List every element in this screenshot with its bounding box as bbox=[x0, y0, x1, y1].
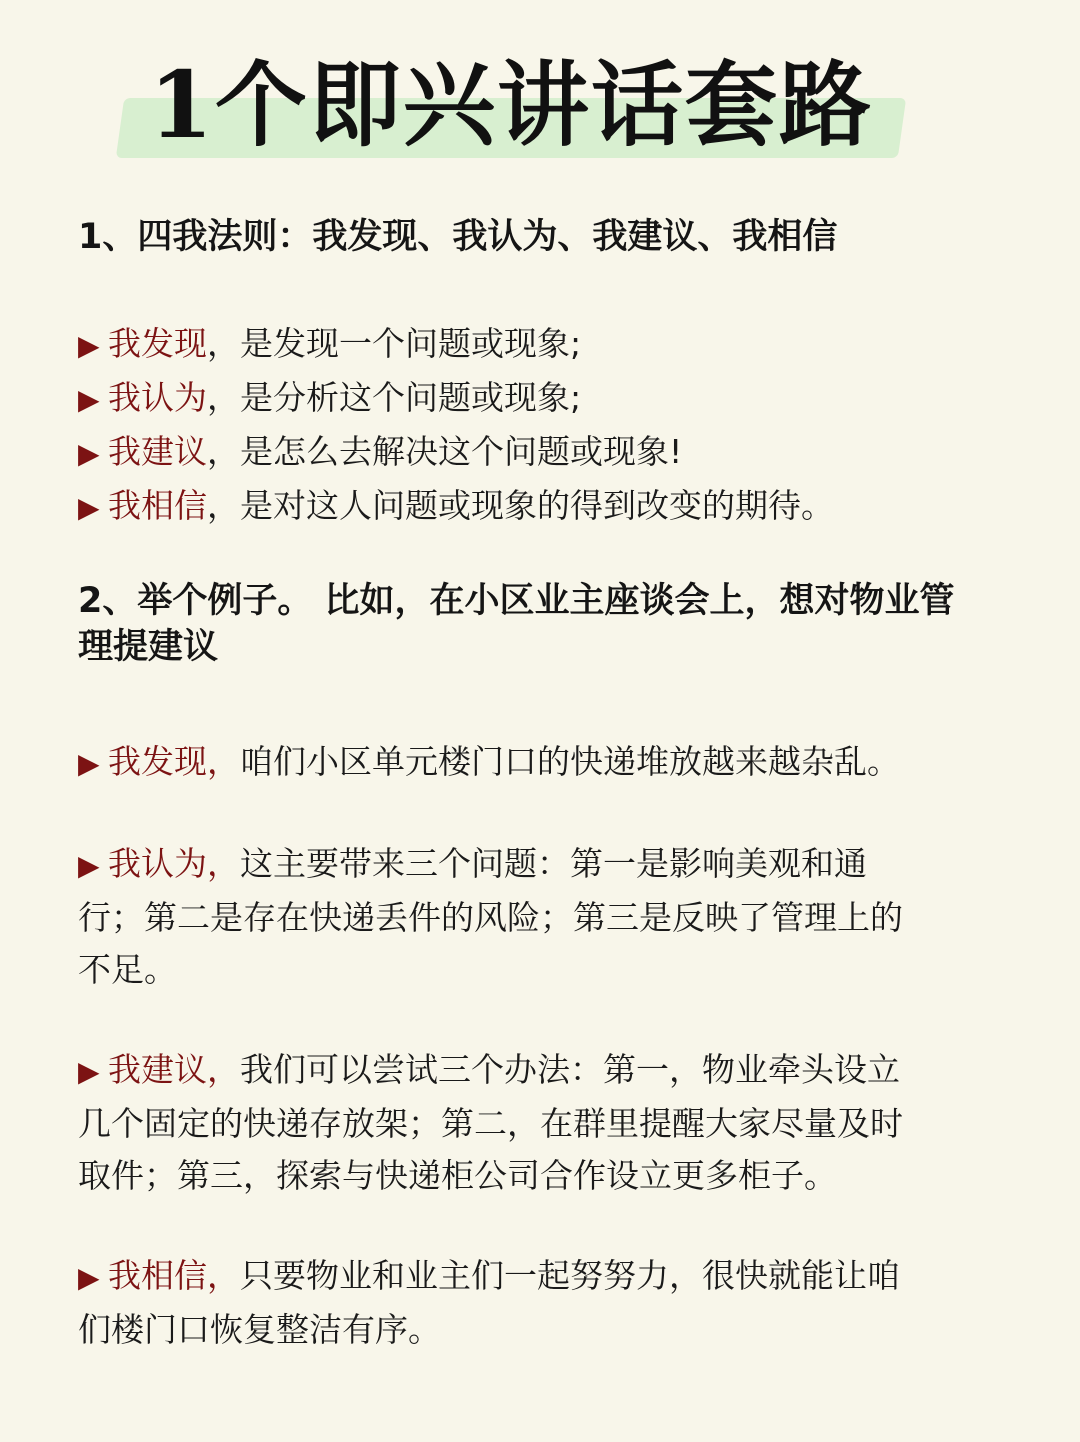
example-line bbox=[78, 1044, 1008, 1098]
example-line: 不足。 bbox=[78, 950, 177, 989]
example-item-discover bbox=[78, 736, 1008, 790]
example-line bbox=[78, 838, 1008, 892]
section2-heading-line1: 2、举个例子。 比如，在小区业主座谈会上，想对物业管 bbox=[78, 581, 955, 621]
section2-heading-line2: 理提建议 bbox=[78, 627, 219, 667]
bullet-text: 我们可以尝试三个办法：第一，物业牵头设立 bbox=[240, 1050, 900, 1089]
title-block bbox=[120, 50, 902, 160]
section2-heading bbox=[78, 578, 1008, 670]
bullet-keyword: 我发现 bbox=[108, 324, 207, 363]
example-line bbox=[78, 1250, 1008, 1304]
triangle-bullet-icon: ▶ bbox=[78, 1055, 100, 1088]
example-line: 几个固定的快递存放架；第二，在群里提醒大家尽量及时 bbox=[78, 1104, 903, 1143]
example-item-think bbox=[78, 838, 1008, 996]
triangle-bullet-icon: ▶ bbox=[78, 383, 100, 416]
triangle-bullet-icon: ▶ bbox=[78, 437, 100, 470]
triangle-bullet-icon: ▶ bbox=[78, 329, 100, 362]
list-item bbox=[78, 318, 1008, 372]
bullet-text: ，是怎么去解决这个问题或现象! bbox=[207, 432, 683, 471]
triangle-bullet-icon: ▶ bbox=[78, 747, 100, 780]
bullet-text: 只要物业和业主们一起努努力，很快就能让咱 bbox=[240, 1256, 900, 1295]
example-line bbox=[78, 736, 1008, 790]
section1-heading: 1、四我法则：我发现、我认为、我建议、我相信 bbox=[78, 217, 838, 257]
bullet-text: 咱们小区单元楼门口的快递堆放越来越杂乱。 bbox=[240, 742, 900, 781]
example-line: 行；第二是存在快递丢件的风险；第三是反映了管理上的 bbox=[78, 898, 903, 937]
section1-list bbox=[78, 318, 1008, 534]
bullet-keyword: 我认为， bbox=[108, 844, 240, 883]
triangle-bullet-icon: ▶ bbox=[78, 849, 100, 882]
list-item bbox=[78, 480, 1008, 534]
example-line: 取件；第三，探索与快递柜公司合作设立更多柜子。 bbox=[78, 1156, 837, 1195]
example-line: 们楼门口恢复整洁有序。 bbox=[78, 1310, 441, 1349]
example-item-believe bbox=[78, 1250, 1008, 1356]
bullet-keyword: 我建议 bbox=[108, 432, 207, 471]
list-item bbox=[78, 426, 1008, 480]
bullet-text: ，是发现一个问题或现象; bbox=[207, 324, 582, 363]
page-title: 1个即兴讲话套路 bbox=[148, 51, 873, 159]
example-item-suggest bbox=[78, 1044, 1008, 1202]
bullet-keyword: 我相信 bbox=[108, 486, 207, 525]
bullet-keyword: 我认为 bbox=[108, 378, 207, 417]
triangle-bullet-icon: ▶ bbox=[78, 1261, 100, 1294]
bullet-keyword: 我建议， bbox=[108, 1050, 240, 1089]
triangle-bullet-icon: ▶ bbox=[78, 491, 100, 524]
bullet-keyword: 我相信， bbox=[108, 1256, 240, 1295]
bullet-text: ，是对这人问题或现象的得到改变的期待。 bbox=[207, 486, 834, 525]
list-item bbox=[78, 372, 1008, 426]
bullet-text: ，是分析这个问题或现象; bbox=[207, 378, 582, 417]
bullet-keyword: 我发现， bbox=[108, 742, 240, 781]
bullet-text: 这主要带来三个问题：第一是影响美观和通 bbox=[240, 844, 867, 883]
